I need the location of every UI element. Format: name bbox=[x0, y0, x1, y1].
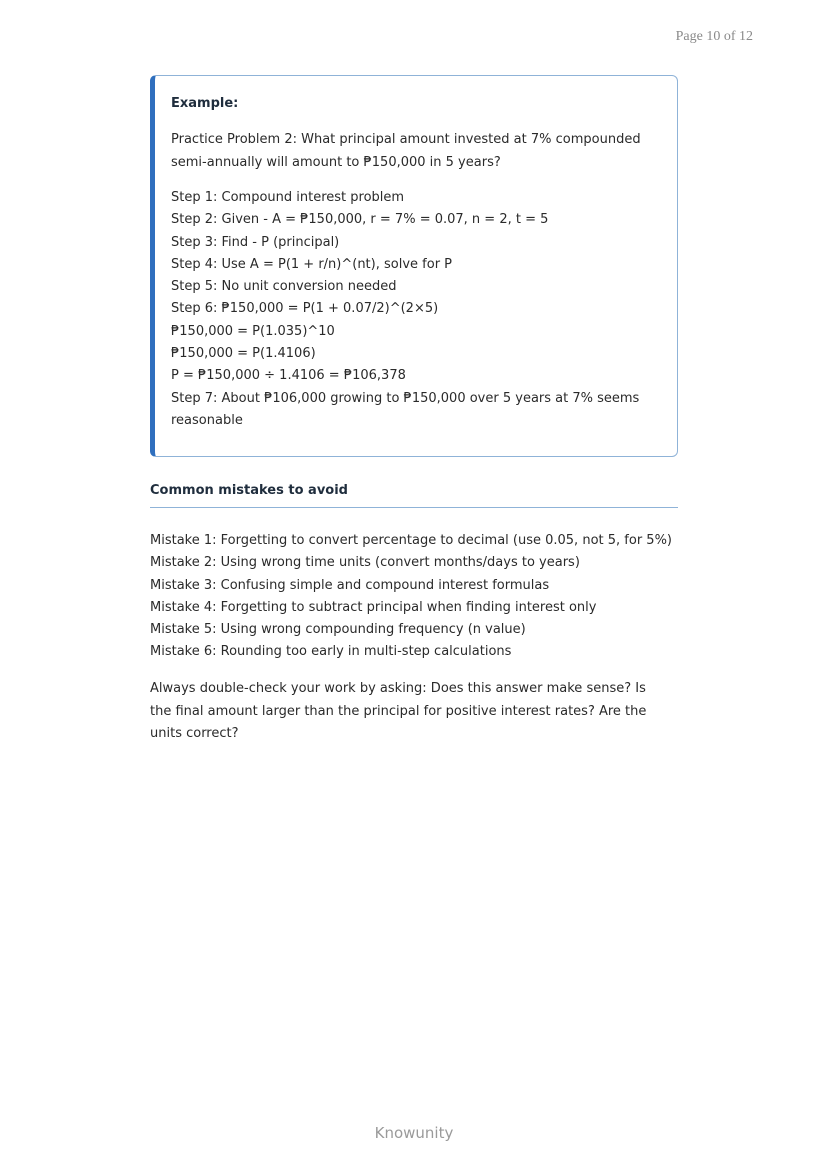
mistake-item: Mistake 4: Forgetting to subtract principal when finding interest only bbox=[150, 599, 597, 615]
example-box bbox=[150, 75, 678, 457]
step-line: Step 7: About ₱106,000 growing to ₱150,000 over 5 years at 7% seems reasonable bbox=[171, 390, 640, 428]
mistake-item: Mistake 2: Using wrong time units (convert months/days to years) bbox=[150, 555, 580, 571]
example-title: Example: bbox=[171, 96, 239, 111]
footer-brand: Knowunity bbox=[374, 1124, 454, 1142]
step-line: Step 3: Find - P (principal) bbox=[171, 234, 340, 250]
mistakes-heading: Common mistakes to avoid bbox=[150, 483, 678, 508]
step-line: ₱150,000 = P(1.035)^10 bbox=[171, 323, 335, 339]
mistake-item: Mistake 6: Rounding too early in multi-step calculations bbox=[150, 644, 512, 660]
mistake-item: Mistake 5: Using wrong compounding frequency (n value) bbox=[150, 622, 526, 638]
mistake-item: Mistake 3: Confusing simple and compound interest formulas bbox=[150, 577, 550, 593]
example-problem: Practice Problem 2: What principal amount invested at 7% compounded semi-annually will amount to ₱150,000 in 5 years? bbox=[171, 132, 641, 170]
step-line: Step 4: Use A = P(1 + r/n)^(nt), solve for P bbox=[171, 256, 453, 272]
step-line: Step 1: Compound interest problem bbox=[171, 190, 405, 205]
closing-paragraph: Always double-check your work by asking: Does this answer make sense? Is the final amount larger than the principal for positive interest rates? Are the units correct? bbox=[150, 681, 647, 741]
mistake-item: Mistake 1: Forgetting to convert percentage to decimal (use 0.05, not 5, for 5%) bbox=[150, 533, 672, 548]
page-number: Page 10 of 12 bbox=[675, 29, 753, 44]
step-line: ₱150,000 = P(1.4106) bbox=[171, 346, 316, 362]
step-line: Step 5: No unit conversion needed bbox=[171, 279, 397, 295]
step-line: Step 2: Given - A = ₱150,000, r = 7% = 0.07, n = 2, t = 5 bbox=[171, 212, 549, 228]
step-line: P = ₱150,000 ÷ 1.4106 = ₱106,378 bbox=[171, 368, 406, 384]
step-line: Step 6: ₱150,000 = P(1 + 0.07/2)^(2×5) bbox=[171, 301, 439, 317]
mistakes-list bbox=[150, 530, 672, 664]
example-steps bbox=[171, 187, 677, 432]
